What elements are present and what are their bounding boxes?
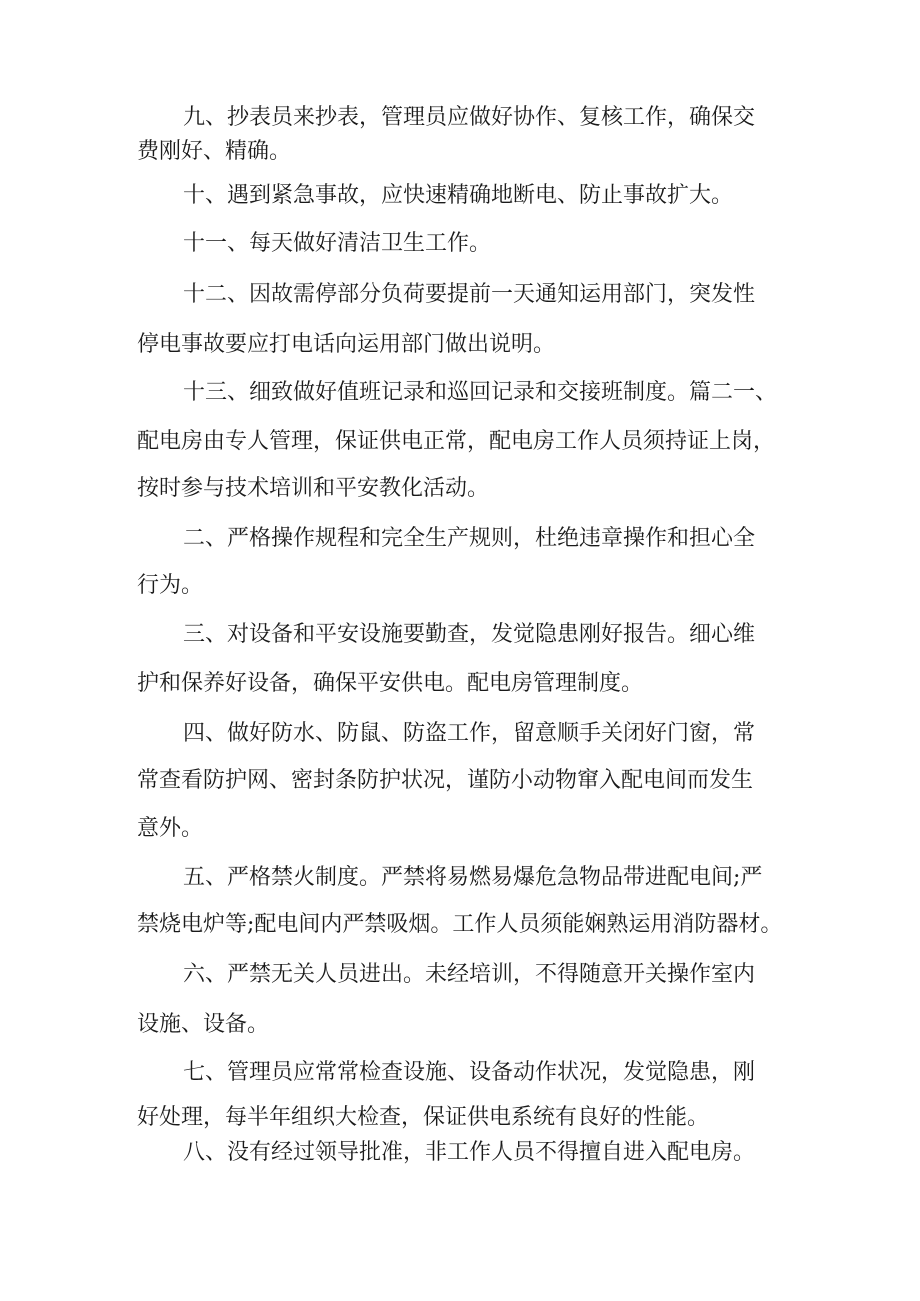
text-line: 四、做好防水、防鼠、防盗工作，留意顺手关闭好门窗，常 [183,721,756,746]
text-line: 设施、设备。 [137,1012,270,1037]
text-line: 十二、因故需停部分负荷要提前一天通知运用部门，突发性 [183,282,756,307]
text-line: 护和保养好设备，确保平安供电。配电房管理制度。 [137,671,644,696]
text-line: 二、严格操作规程和完全生产规则，杜绝违章操作和担心全 [183,526,756,551]
text-line: 五、严格禁火制度。严禁将易燃易爆危急物品带进配电间;严 [183,865,763,890]
text-line: 十、遇到紧急事故，应快速精确地断电、防止事故扩大。 [183,183,734,208]
text-line: 意外。 [137,816,204,841]
text-line: 十三、细致做好值班记录和巡回记录和交接班制度。篇二一、 [183,380,778,405]
text-line: 七、管理员应常常检查设施、设备动作状况，发觉隐患，刚 [183,1060,756,1085]
text-line: 行为。 [137,573,204,598]
text-line: 配电房由专人管理，保证供电正常，配电房工作人员须持证上岗， [137,429,776,454]
text-line: 三、对设备和平安设施要勤查，发觉隐患刚好报告。细心维 [183,622,756,647]
text-line: 停电事故要应打电话向运用部门做出说明。 [137,332,556,357]
text-line: 费刚好、精确。 [137,139,292,164]
text-line: 按时参与技术培训和平安教化活动。 [137,476,490,501]
text-line: 六、严禁无关人员进出。未经培训，不得随意开关操作室内 [183,962,756,987]
text-line: 九、抄表员来抄表，管理员应做好协作、复核工作，确保交 [183,105,756,130]
text-line: 常查看防护网、密封条防护状况，谨防小动物窜入配电间而发生 [137,768,754,793]
text-line: 好处理，每半年组织大检查，保证供电系统有良好的性能。 [137,1105,710,1130]
text-line: 十一、每天做好清洁卫生工作。 [183,231,492,256]
text-line: 八、没有经过领导批准，非工作人员不得擅自进入配电房。 [183,1140,756,1165]
text-line: 禁烧电炉等;配电间内严禁吸烟。工作人员须能娴熟运用消防器材。 [137,912,783,937]
